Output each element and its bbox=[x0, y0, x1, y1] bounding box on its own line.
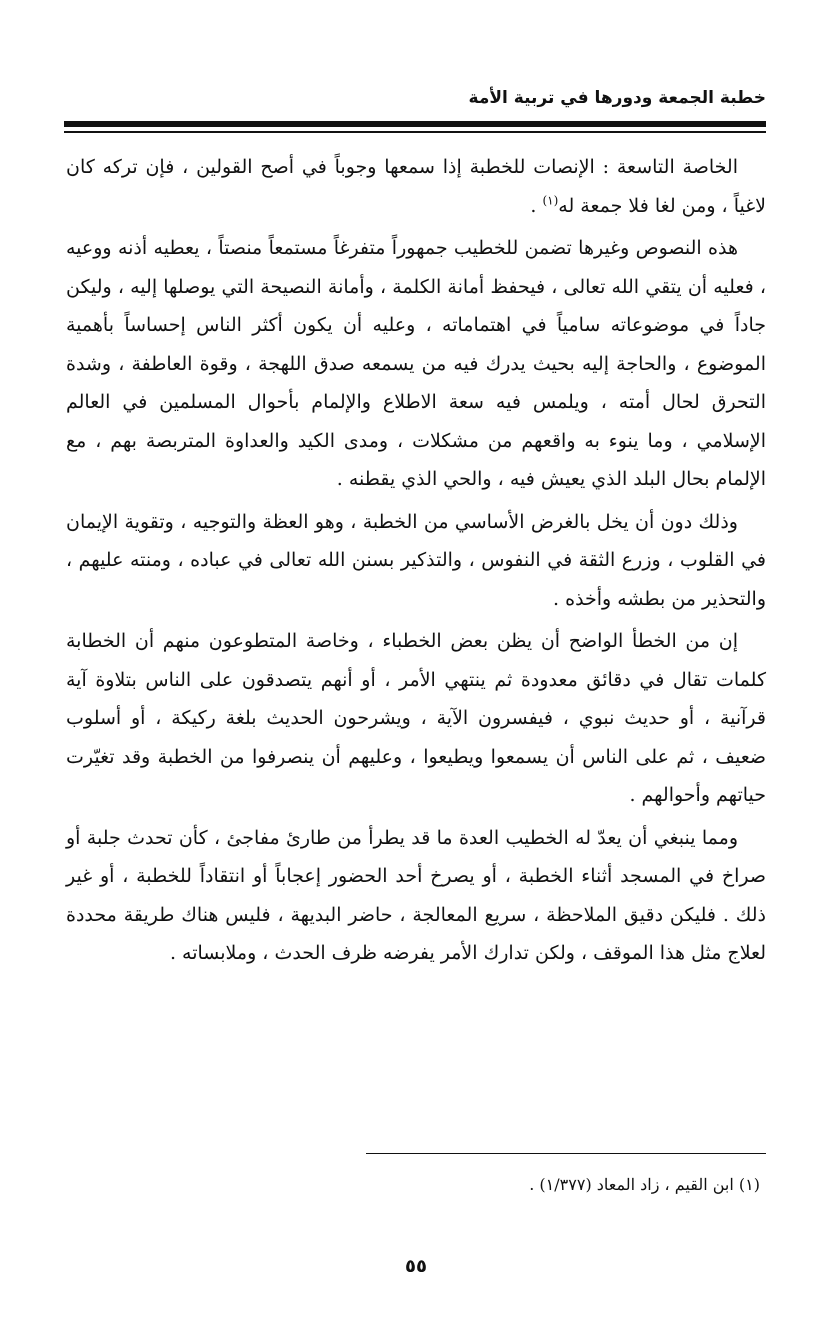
paragraph-text: الخاصة التاسعة : الإنصات للخطبة إذا سمعها وجوباً في أصح القولين ، فإن تركه كان لاغياً ، ومن لغا فلا جمعة له bbox=[66, 156, 766, 217]
page-number: ٥٥ bbox=[405, 1256, 427, 1277]
paragraph: إن من الخطأ الواضح أن يظن بعض الخطباء ، وخاصة المتطوعون منهم أن الخطابة كلمات تقال في دقائق معدودة ثم ينتهي الأمر ، أو أنهم يتصدقون على الناس بتلاوة آية قرآنية ، أو حديث نبوي ، فيفسرون الآية ، ويشرحون الحديث بلغة ركيكة ، أو أسلوب ضعيف ، ثم على الناس أن يسمعوا ويطيعوا ، وعليهم أن ينصرفوا من الخطبة وقد تغيّرت حياتهم وأحوالهم . bbox=[66, 630, 766, 806]
paragraph-tail: . bbox=[530, 194, 543, 217]
body-text bbox=[66, 148, 766, 977]
paragraph: وذلك دون أن يخل بالغرض الأساسي من الخطبة ، وهو العظة والتوجيه ، وتقوية الإيمان في القلوب ، وزرع الثقة في النفوس ، والتذكير بسنن الله تعالى في عباده ، ومنته عليهم ، والتحذير من بطشه وأخذه . bbox=[66, 510, 766, 610]
header-rule-thin bbox=[64, 131, 766, 133]
footnote-separator bbox=[366, 1153, 766, 1154]
header-rule-thick bbox=[64, 121, 766, 127]
running-header: خطبة الجمعة ودورها في تربية الأمة bbox=[468, 88, 766, 108]
footnote-reference[interactable]: (١) bbox=[542, 193, 559, 208]
paragraph: هذه النصوص وغيرها تضمن للخطيب جمهوراً متفرغاً مستمعاً منصتاً ، يعطيه أذنه ووعيه ، فعليه أن يتقي الله تعالى ، فيحفظ أمانة الكلمة ، وأمانة النصيحة التي يوصلها إليه ، وليكن جاداً في موضوعاته سامياً في اهتماماته ، وعليه أن يكون أكثر الناس إحساساً بأهمية الموضوع ، والحاجة إليه بحيث يدرك فيه من يسمعه صدق اللهجة ، وقوة العاطفة ، وشدة التحرق لحال أمته ، ويلمس فيه سعة الاطلاع والإلمام بأحوال المسلمين في العالم الإسلامي ، وما ينوء به واقعهم من مشكلات ، ومدى الكيد والعداوة المتربصة بهم ، مع الإلمام بحال البلد الذي يعيش فيه ، والحي الذي يقطنه . bbox=[66, 237, 766, 490]
paragraph bbox=[66, 148, 766, 225]
footnote: (١) ابن القيم ، زاد المعاد (١/٣٧٧) . bbox=[529, 1175, 760, 1194]
paragraph: ومما ينبغي أن يعدّ له الخطيب العدة ما قد يطرأ من طارئ مفاجئ ، كأن تحدث جلبة أو صراخ في المسجد أثناء الخطبة ، أو يصرخ أحد الحضور إعجاباً أو انتقاداً للخطبة ، أو غير ذلك . فليكن دقيق الملاحظة ، سريع المعالجة ، حاضر البديهة ، فليس هناك طريقة محددة لعلاج مثل هذا الموقف ، ولكن تدارك الأمر يفرضه ظرف الحدث ، وملابساته . bbox=[66, 826, 766, 964]
